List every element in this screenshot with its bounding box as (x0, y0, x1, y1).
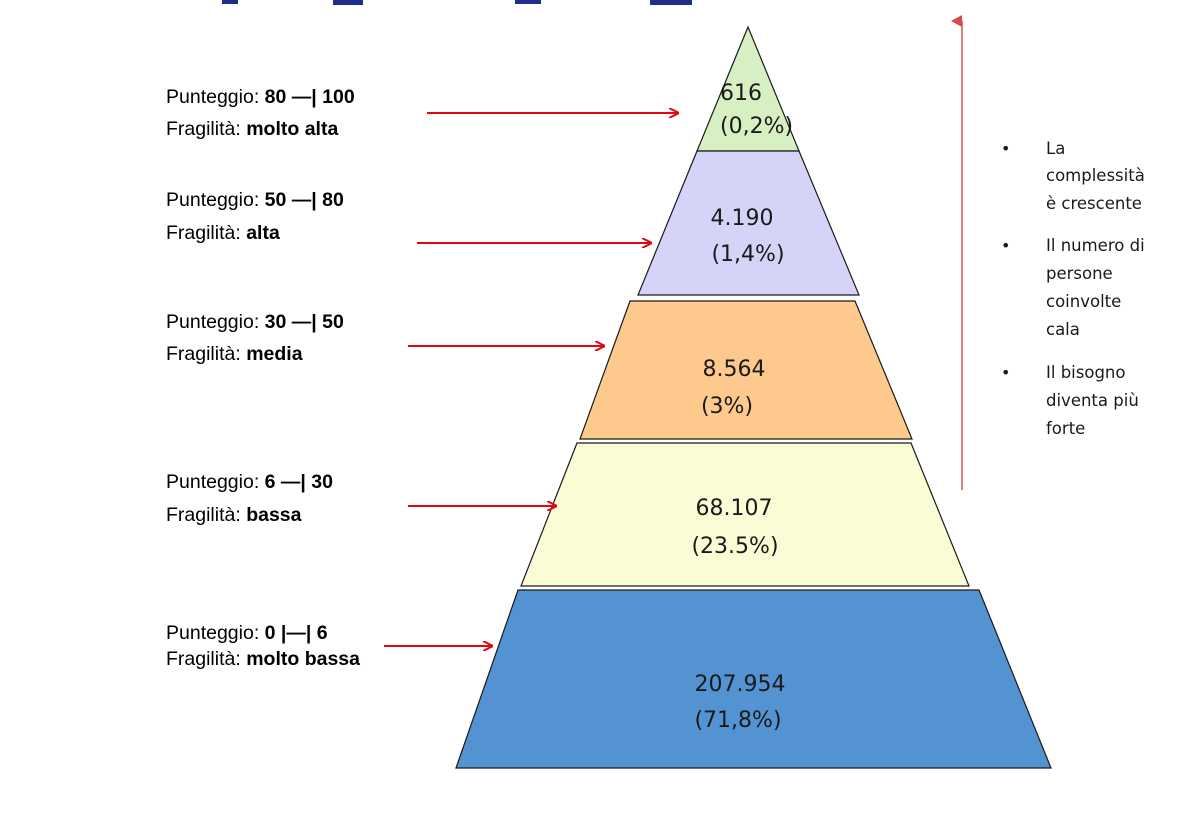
bullet-line: diventa più (1046, 391, 1139, 410)
tier-3-frailty-label: Fragilità: media (166, 343, 303, 365)
bullet-line: Il bisogno (1046, 363, 1126, 382)
bullet-marker: • (1001, 139, 1011, 158)
bullet-marker: • (1001, 363, 1011, 382)
bullet-item-people (1001, 236, 1145, 339)
bullet-line: Il numero di (1046, 236, 1145, 255)
bullet-line: complessità (1046, 166, 1145, 185)
tier-4-frailty-label: Fragilità: bassa (166, 504, 302, 526)
tier-5-count: 207.954 (694, 672, 786, 697)
tier-4-percent: (23.5%) (691, 534, 779, 559)
bullet-item-need (1001, 363, 1139, 438)
bullet-list (1001, 139, 1145, 438)
score-labels (166, 86, 360, 670)
bullet-item-complexity (1001, 139, 1145, 213)
bullet-marker: • (1001, 236, 1011, 255)
tier-5-score-label: Punteggio: 0 |—| 6 (166, 622, 328, 644)
bullet-line: La (1046, 139, 1066, 158)
cropped-heading-remnant (222, 0, 692, 5)
tier-1-count: 616 (720, 81, 762, 106)
tier-4-score-label: Punteggio: 6 —| 30 (166, 471, 333, 493)
tier-3-percent: (3%) (700, 394, 754, 419)
tier-5-frailty-label: Fragilità: molto bassa (166, 648, 360, 670)
bullet-line: coinvolte (1046, 292, 1122, 311)
tier-1-percent: (0,2%) (720, 114, 794, 139)
tier-2-count: 4.190 (710, 206, 774, 231)
tier-1-frailty-label: Fragilità: molto alta (166, 118, 339, 140)
tier-2-frailty-label: Fragilità: alta (166, 222, 280, 244)
tier-2-percent: (1,4%) (711, 242, 785, 267)
tier-2-score-label: Punteggio: 50 —| 80 (166, 189, 344, 211)
tier-4-count: 68.107 (695, 496, 773, 521)
tier-3-score-label: Punteggio: 30 —| 50 (166, 311, 344, 333)
tier-5-percent: (71,8%) (694, 708, 782, 733)
bullet-line: persone (1046, 264, 1113, 283)
tier-3-count: 8.564 (702, 357, 766, 382)
bullet-line: cala (1046, 320, 1080, 339)
bullet-line: forte (1046, 419, 1086, 438)
tier-1-score-label: Punteggio: 80 —| 100 (166, 86, 355, 108)
bullet-line: è crescente (1046, 194, 1142, 213)
